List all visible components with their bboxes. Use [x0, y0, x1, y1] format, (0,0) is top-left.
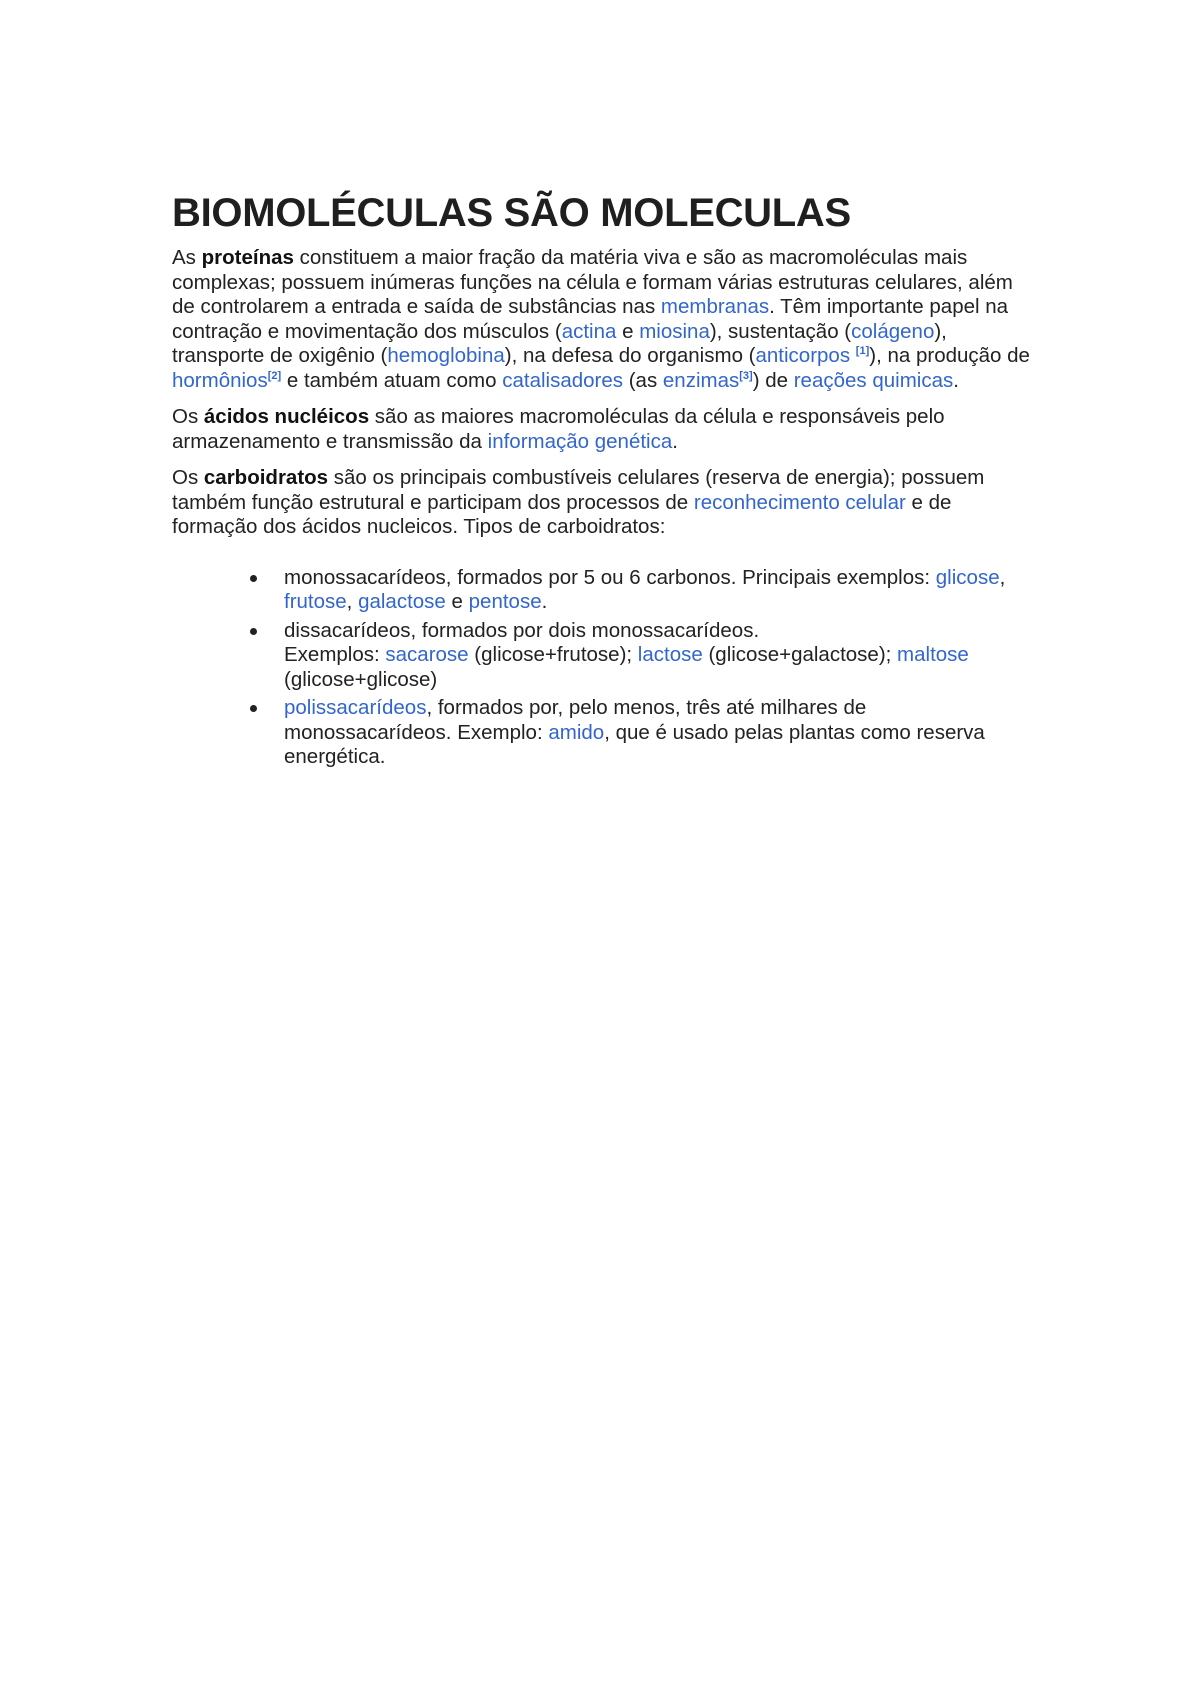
text: monossacarídeos, formados por 5 ou 6 carbonos. Principais exemplos: [284, 565, 936, 589]
text: ), na produção de [869, 344, 1030, 367]
link-maltose[interactable]: maltose [897, 643, 969, 666]
text: (glicose+glicose) [284, 667, 438, 691]
text: ), na defesa do organismo ( [504, 344, 756, 367]
term-acidos-nucleicos: ácidos nucléicos [203, 405, 370, 428]
text: (glicose+galactose); [702, 643, 898, 666]
text: ) de [752, 368, 794, 392]
link-membranas[interactable]: membranas [660, 295, 770, 318]
term-carboidratos: carboidratos [203, 466, 329, 489]
paragraph-acidos-nucleicos [172, 405, 1032, 454]
text: e [616, 319, 640, 343]
link-enzimas[interactable]: enzimas [662, 368, 740, 392]
text: . Têm importante papel na contração e movimentação dos músculos ( [172, 295, 1009, 343]
text: e também atuam como [281, 368, 503, 392]
link-polissacarideos[interactable]: polissacarídeos [284, 696, 427, 719]
text: . [953, 368, 959, 392]
paragraph-carboidratos [172, 466, 1032, 540]
link-sacarose[interactable]: sacarose [385, 643, 469, 666]
link-reconhecimento-celular[interactable]: reconhecimento celular [693, 490, 906, 514]
reference-1[interactable]: [1] [855, 345, 870, 358]
text: são os principais combustíveis celulares (reserva de energia); possuem também função estrutural e participam dos processos de [172, 466, 985, 514]
text: , formados por, pelo menos, três até milhares de monossacarídeos. Exemplo: [284, 696, 867, 744]
text: As [172, 246, 202, 269]
text: dissacarídeos, formados por dois monossacarídeos. [284, 618, 760, 642]
link-hormonios[interactable]: hormônios [172, 368, 268, 392]
link-catalisadores[interactable]: catalisadores [502, 368, 624, 392]
paragraph-proteinas [172, 246, 1032, 393]
link-pentose[interactable]: pentose [468, 590, 542, 613]
link-miosina[interactable]: miosina [639, 319, 710, 343]
text: são as maiores macromoléculas da célula e responsáveis pelo armazenamento e transmissão da [172, 405, 945, 453]
link-hemoglobina[interactable]: hemoglobina [387, 344, 505, 367]
link-reacoes-quimicas[interactable]: reações quimicas [793, 368, 954, 392]
text: e [445, 590, 469, 613]
text: , que é usado pelas plantas como reserva energética. [284, 720, 985, 768]
link-colageno[interactable]: colágeno [851, 319, 935, 343]
list-item-monossacarideos [284, 566, 1032, 615]
reference-2[interactable]: [2] [267, 369, 282, 382]
text: Os [172, 405, 204, 428]
list-item-dissacarideos [284, 619, 1032, 693]
text: Os [172, 466, 204, 489]
text: e de formação dos ácidos nucleicos. Tipos de carboidratos: [172, 490, 952, 538]
link-anticorpos[interactable]: anticorpos [755, 344, 851, 367]
carbohydrate-types-list [172, 566, 1032, 770]
text: ), transporte de oxigênio ( [172, 319, 947, 367]
link-lactose[interactable]: lactose [637, 643, 703, 666]
link-amido[interactable]: amido [548, 720, 605, 744]
text: constituem a maior fração da matéria viva e são as macromoléculas mais complexas; possuem inúmeras funções na célula e formam várias estruturas celulares, além de controlarem a entrada e saída de substâncias nas [172, 246, 1013, 318]
text: ), sustentação ( [709, 319, 852, 343]
text: , [346, 590, 359, 613]
link-informacao-genetica[interactable]: informação genética [487, 429, 673, 453]
text: , [999, 565, 1006, 589]
link-frutose[interactable]: frutose [284, 590, 347, 613]
list-item-polissacarideos [284, 696, 1032, 770]
link-galactose[interactable]: galactose [358, 590, 446, 613]
link-glicose[interactable]: glicose [935, 565, 1000, 589]
text: Exemplos: [284, 643, 386, 666]
term-proteinas: proteínas [201, 246, 294, 269]
text: (as [623, 368, 663, 392]
text: . [541, 590, 548, 613]
page-title: BIOMOLÉCULAS SÃO MOLECULAS [172, 191, 851, 235]
reference-3[interactable]: [3] [739, 369, 753, 382]
link-actina[interactable]: actina [561, 319, 617, 343]
text: . [672, 429, 678, 453]
text: (glicose+frutose); [468, 643, 638, 666]
document-body [172, 190, 1032, 774]
